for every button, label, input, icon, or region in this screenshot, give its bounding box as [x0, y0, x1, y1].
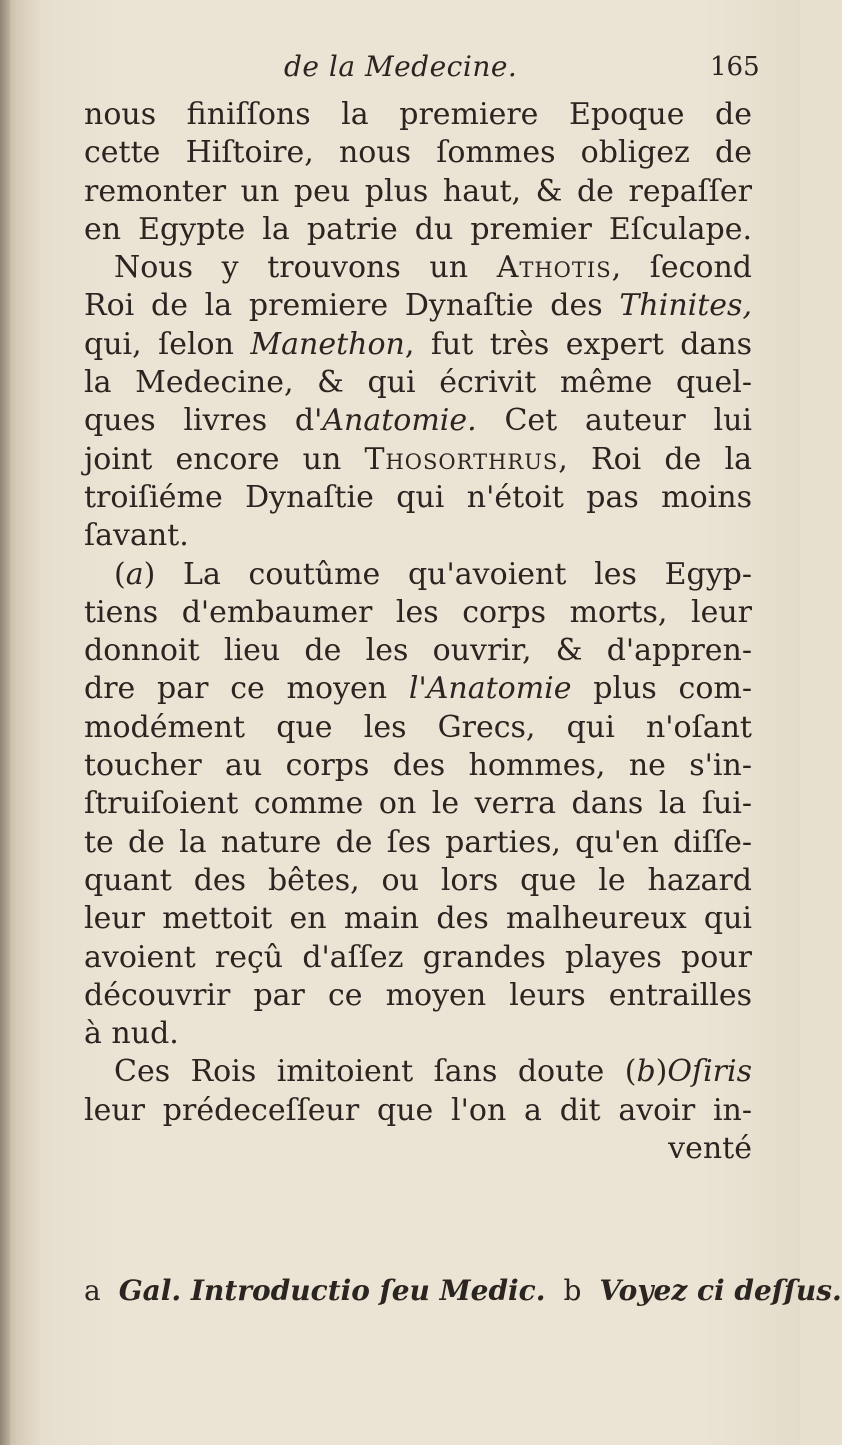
text-line: remonter un peu plus haut, & de repaſſer — [84, 173, 752, 209]
text-line: joint encore un Thosorthrus, Roi de la — [84, 441, 752, 477]
text-line: qui, ſelon Manethon, fut très expert dans — [84, 326, 752, 362]
running-title: de la Medecine. — [284, 50, 518, 83]
name-thosorthrus: Thosorthrus — [364, 441, 559, 477]
text-line: Roi de la premiere Dynaſtie des Thinites, — [84, 288, 752, 324]
text-line: (a) La coutûme qu'avoient les Egyp- — [114, 556, 752, 592]
text-line: troiſiéme Dynaſtie qui n'étoit pas moins — [84, 479, 752, 515]
text-line: Ces Rois imitoient ſans doute (b)Oſiris — [114, 1054, 752, 1090]
text-line: en Egypte la patrie du premier Eſculape. — [84, 211, 752, 247]
text-line: tiens d'embaumer les corps morts, leur — [84, 594, 752, 630]
footnote-b-marker: b — [563, 1274, 582, 1307]
name-osiris: Oſiris — [667, 1054, 752, 1090]
footnote-b-text: Voyez ci deſſus. — [599, 1274, 842, 1307]
page-gutter — [0, 0, 10, 1445]
footnote-ref-b: b — [636, 1054, 656, 1090]
footnote-ref-a: a — [125, 556, 144, 592]
text-line: donnoit lieu de les ouvrir, & d'appren- — [84, 633, 752, 669]
text-line: toucher au corps des hommes, ne s'in- — [84, 748, 752, 784]
text-line: dre par ce moyen l'Anatomie plus com- — [84, 671, 752, 707]
footnotes — [84, 1272, 842, 1310]
text-line: te de la nature de ſes parties, qu'en diſſe- — [84, 824, 752, 860]
main-text — [84, 96, 752, 1168]
text-line: quant des bêtes, ou lors que le hazard — [84, 862, 752, 898]
text-line: ques livres d'Anatomie. Cet auteur lui — [84, 403, 753, 439]
name-thinites: Thinites, — [619, 288, 752, 324]
word-anatomie: Anatomie. — [322, 403, 477, 439]
text-line: modément que les Grecs, qui n'oſant — [84, 709, 752, 745]
page-number: 165 — [710, 52, 760, 82]
text-line: Nous y trouvons un Athotis, ſecond — [114, 250, 752, 286]
text-line: cette Hiſtoire, nous ſommes obligez de — [84, 135, 752, 171]
footnote-a-text: Gal. Introductio ſeu Medic. — [118, 1274, 546, 1307]
word-anatomie-2: l'Anatomie — [408, 671, 572, 707]
name-athotis: Athotis — [496, 250, 612, 286]
text-line: ſavant. — [84, 518, 189, 554]
text-line: leur mettoit en main des malheureux qui — [84, 901, 752, 937]
page-header — [0, 50, 800, 90]
text-line: découvrir par ce moyen leurs entrailles — [84, 977, 752, 1013]
footnote-line — [84, 1272, 842, 1310]
text-line: ſtruiſoient comme on le verra dans la ſui- — [84, 786, 752, 822]
text-line: la Medecine, & qui écrivit même quel- — [84, 365, 752, 401]
text-line: avoient reçû d'aſſez grandes playes pour — [84, 939, 752, 975]
text-line: à nud. — [84, 1016, 179, 1052]
name-manethon: Manethon — [250, 326, 405, 362]
text-line: nous finiſſons la premiere Epoque de — [84, 97, 752, 132]
text-line: leur prédeceſſeur que l'on a dit avoir in- — [84, 1092, 752, 1128]
catchword: venté — [668, 1131, 752, 1167]
footnote-a-marker: a — [84, 1274, 101, 1307]
